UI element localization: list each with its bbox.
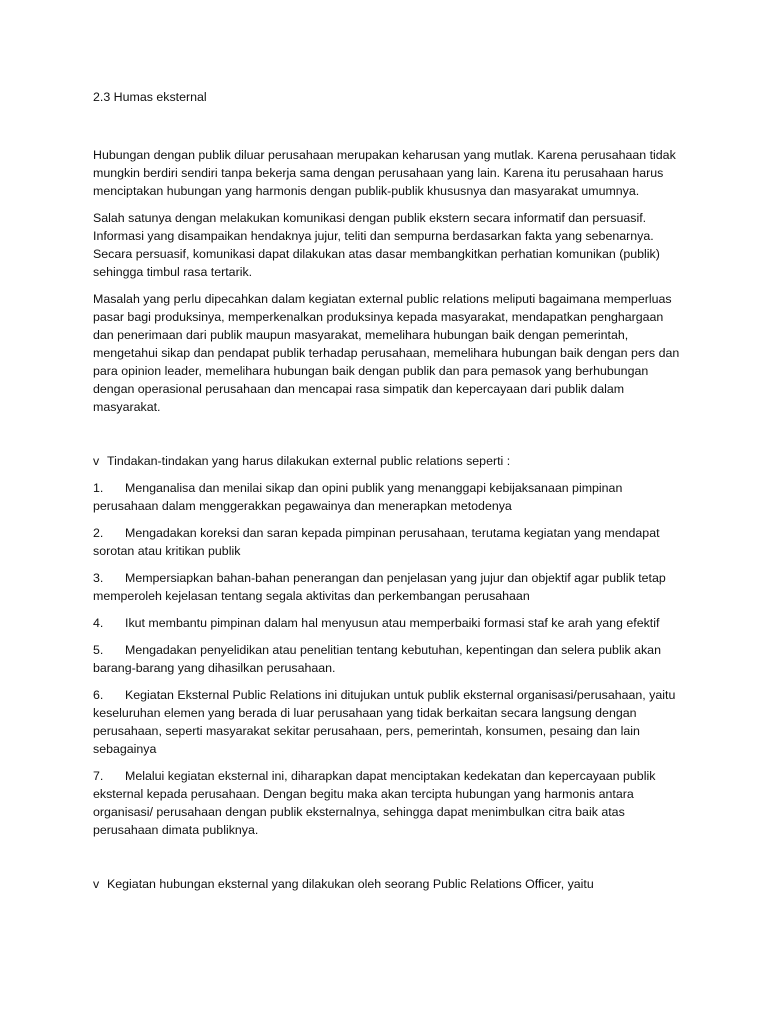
list-item — [93, 641, 683, 677]
bullet-mark: v — [93, 877, 100, 891]
list-item-text: Mengadakan koreksi dan saran kepada pimpinan perusahaan, terutama kegiatan yang mendapat sorotan atau kritikan publik — [93, 526, 660, 558]
list-item — [93, 569, 683, 605]
paragraph-3: Masalah yang perlu dipecahkan dalam kegiatan external public relations meliputi bagaimana memperluas pasar bagi produksinya, memperkenalkan produksinya kepada masyarakat, mendapatkan penghargaan dan penerimaan dari publik maupun masyarakat, memelihara hubungan baik dengan pemerintah, mengetahui sikap dan pendapat publik terhadap perusahaan, memelihara hubungan baik dengan pers dan para opinion leader, memelihara hubungan baik dengan publik dan para pemasok yang berhubungan dengan operasional perusahaan dan mencapai rasa simpatik dan kepercayaan dari publik dalam masyarakat. — [93, 292, 680, 414]
list-item-text: Kegiatan Eksternal Public Relations ini ditujukan untuk publik eksternal organisasi/perusahaan, yaitu keseluruhan elemen yang berada di luar perusahaan yang tidak berkaitan secara langsung dengan perusahaan, seperti masyarakat sekitar perusahaan, pers, pemerintah, konsumen, pesaing dan lain sebagainya — [93, 688, 676, 756]
bullet-heading-1 — [93, 452, 683, 470]
bullet-mark: v — [93, 454, 100, 468]
list-item-number: 3. — [93, 571, 104, 585]
list-item-text: Menganalisa dan menilai sikap dan opini publik yang menanggapi kebijaksanaan pimpinan perusahaan dalam menggerakkan pegawainya dan menerapkan metodenya — [93, 481, 623, 513]
list-item-number: 1. — [93, 481, 104, 495]
list-item-text: Melalui kegiatan eksternal ini, diharapkan dapat menciptakan kedekatan dan kepercayaan publik eksternal kepada perusahaan. Dengan begitu maka akan tercipta hubungan yang harmonis antara organisasi/ perusahaan dengan publik eksternalnya, sehingga dapat menimbulkan citra baik atas perusahaan dimata publiknya. — [93, 769, 656, 837]
list-item — [93, 686, 683, 758]
list-item-number: 6. — [93, 688, 104, 702]
document-page — [93, 88, 683, 902]
bullet-text: Tindakan-tindakan yang harus dilakukan external public relations seperti : — [107, 454, 511, 468]
bullet-heading-2 — [93, 875, 683, 893]
paragraph-2: Salah satunya dengan melakukan komunikasi dengan publik ekstern secara informatif dan persuasif. Informasi yang disampaikan hendaknya jujur, teliti dan sempurna berdasarkan fakta yang sebenarnya. Secara persuasif, komunikasi dapat dilakukan atas dasar membangkitkan perhatian komunikan (publik) sehingga timbul rasa tertarik. — [93, 211, 660, 279]
list-item-number: 5. — [93, 643, 104, 657]
list-item — [93, 524, 683, 560]
list-item-number: 7. — [93, 769, 104, 783]
list-item — [93, 479, 683, 515]
list-item-text: Mengadakan penyelidikan atau penelitian tentang kebutuhan, kepentingan dan selera publik akan barang-barang yang dihasilkan perusahaan. — [93, 643, 661, 675]
bullet-text: Kegiatan hubungan eksternal yang dilakukan oleh seorang Public Relations Officer, yaitu — [107, 877, 594, 891]
list-item — [93, 614, 683, 632]
list-item-number: 2. — [93, 526, 104, 540]
list-item — [93, 767, 683, 839]
paragraph-1: Hubungan dengan publik diluar perusahaan merupakan keharusan yang mutlak. Karena perusahaan tidak mungkin berdiri sendiri tanpa bekerja sama dengan perusahaan yang lain. Karena itu perusahaan harus menciptakan hubungan yang harmonis dengan publik-publik khususnya dan masyarakat umumnya. — [93, 148, 676, 198]
list-item-text: Ikut membantu pimpinan dalam hal menyusun atau memperbaiki formasi staf ke arah yang efektif — [125, 616, 660, 630]
section-heading: 2.3 Humas eksternal — [93, 90, 207, 104]
list-item-text: Mempersiapkan bahan-bahan penerangan dan penjelasan yang jujur dan objektif agar publik tetap memperoleh kejelasan tentang segala aktivitas dan perkembangan perusahaan — [93, 571, 666, 603]
list-item-number: 4. — [93, 616, 104, 630]
